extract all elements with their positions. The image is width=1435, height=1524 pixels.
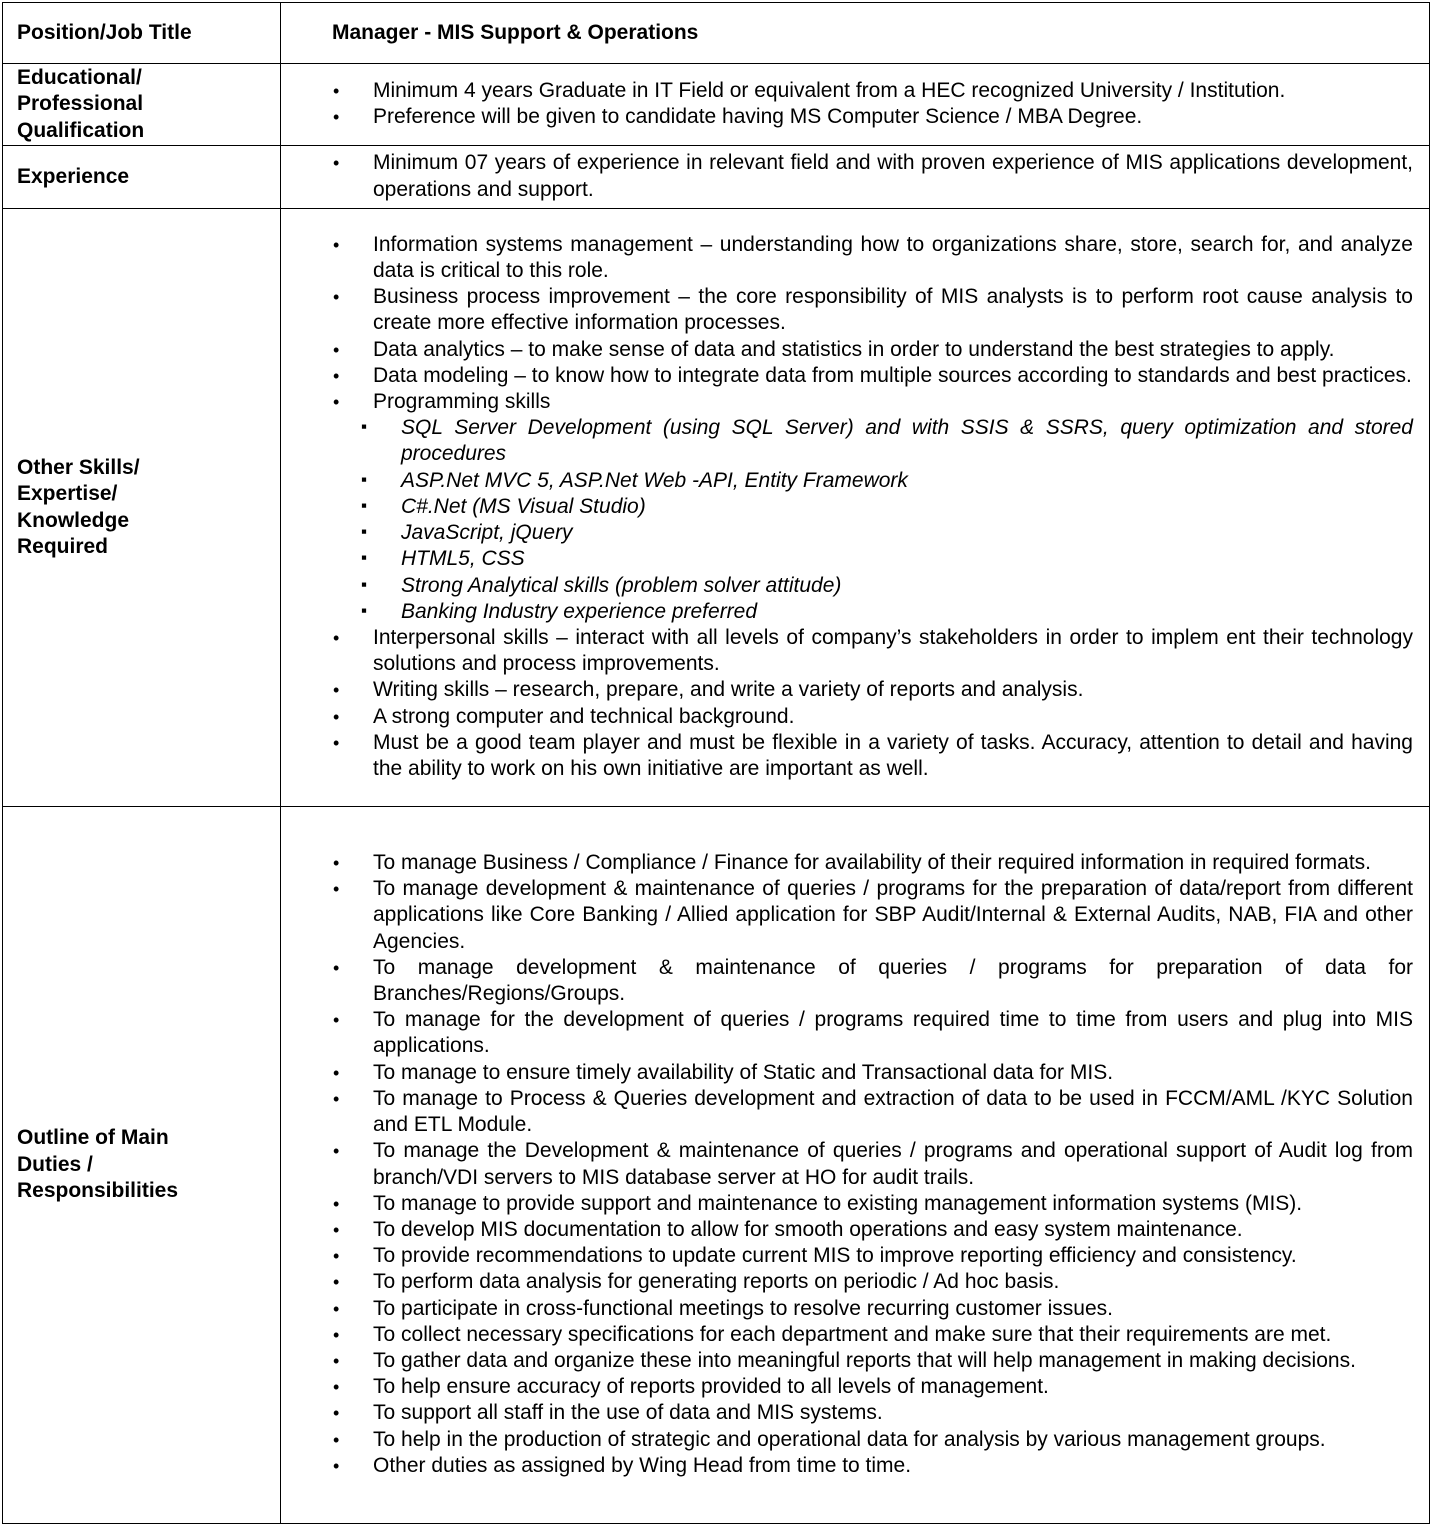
- list-item: • Minimum 4 years Graduate in IT Field or equivalent from a HEC recognized University / Institution.: [281, 78, 1413, 104]
- experience-label: Experience: [3, 146, 281, 209]
- list-item: • A strong computer and technical background.: [281, 704, 1413, 730]
- position-label: Position/Job Title: [3, 3, 281, 64]
- skills-label-line: Expertise/: [17, 482, 118, 505]
- skills-label-line: Other Skills/: [17, 455, 140, 479]
- list-item: • Must be a good team player and must be flexible in a variety of tasks. Accuracy, attention to detail and having the ability to work on his own initiative are important as well.: [281, 730, 1413, 782]
- list-item: • To manage Business / Compliance / Finance for availability of their required information in required formats.: [281, 850, 1413, 876]
- list-item: • To manage to ensure timely availability of Static and Transactional data for MIS.: [281, 1060, 1413, 1086]
- position-row: [3, 3, 1430, 64]
- education-label: [3, 64, 281, 146]
- list-item: • To develop MIS documentation to allow for smooth operations and easy system maintenance.: [281, 1217, 1413, 1243]
- sub-list-item: ▪ ASP.Net MVC 5, ASP.Net Web -API, Entity Framework: [281, 468, 1413, 494]
- list-item: • To participate in cross-functional meetings to resolve recurring customer issues.: [281, 1296, 1413, 1322]
- sub-list-item: ▪ C#.Net (MS Visual Studio): [281, 494, 1413, 520]
- skills-label: [3, 209, 281, 807]
- list-item: • To collect necessary specifications for each department and make sure that their requirements are met.: [281, 1322, 1413, 1348]
- skills-row: [3, 209, 1430, 807]
- education-content: [281, 64, 1430, 146]
- list-item: • Data modeling – to know how to integrate data from multiple sources according to standards and best practices.: [281, 363, 1413, 389]
- experience-content: [281, 146, 1430, 209]
- list-item: • Data analytics – to make sense of data and statistics in order to understand the best strategies to apply.: [281, 337, 1413, 363]
- duties-label: [3, 807, 281, 1524]
- sub-list-item: ▪ JavaScript, jQuery: [281, 520, 1413, 546]
- duties-row: [3, 807, 1430, 1524]
- list-item: • To perform data analysis for generating reports on periodic / Ad hoc basis.: [281, 1269, 1413, 1295]
- duties-label-line: Duties /: [17, 1152, 93, 1176]
- sub-list-item: ▪ Banking Industry experience preferred: [281, 599, 1413, 625]
- programming-skills-list: [373, 415, 1413, 625]
- duties-content: [281, 807, 1430, 1524]
- list-item: • Other duties as assigned by Wing Head from time to time.: [281, 1453, 1413, 1479]
- skills-label-line: Knowledge: [17, 508, 130, 532]
- duties-label-line: Outline of Main: [17, 1126, 169, 1150]
- programming-skills-label: • Programming skills: [373, 390, 551, 414]
- list-item: • To help in the production of strategic and operational data for analysis by various management groups.: [281, 1427, 1413, 1453]
- sub-list-item: ▪ Strong Analytical skills (problem solver attitude): [281, 573, 1413, 599]
- sub-list-item: ▪ SQL Server Development (using SQL Server) and with SSIS & SSRS, query optimization and stored procedures: [281, 415, 1413, 467]
- skills-label-line: Required: [17, 535, 109, 558]
- education-label-line: Professional: [17, 92, 144, 116]
- list-item: • Business process improvement – the core responsibility of MIS analysts is to perform root cause analysis to create more effective information processes.: [281, 284, 1413, 336]
- job-description-table: [2, 2, 1430, 1524]
- list-item: • To manage development & maintenance of queries / programs for the preparation of data/report from different applications like Core Banking / Allied application for SBP Audit/Internal & External Audits, NAB, FIA and other Agencies.: [281, 876, 1413, 955]
- education-label-line: Educational/: [17, 65, 142, 89]
- list-item: • Interpersonal skills – interact with all levels of company’s stakeholders in order to implem ent their technology solutions and process improvements.: [281, 625, 1413, 677]
- programming-skills-item: [281, 389, 1413, 625]
- list-item: • To manage development & maintenance of queries / programs for preparation of data for Branches/Regions/Groups.: [281, 955, 1413, 1007]
- list-item: • To manage for the development of queries / programs required time to time from users and plug into MIS applications.: [281, 1007, 1413, 1059]
- education-label-line: Qualification: [17, 118, 145, 142]
- skills-content: [281, 209, 1430, 807]
- list-item: • To support all staff in the use of data and MIS systems.: [281, 1400, 1413, 1426]
- education-row: [3, 64, 1430, 146]
- sub-list-item: ▪ HTML5, CSS: [281, 546, 1413, 572]
- list-item: • Information systems management – understanding how to organizations share, store, search for, and analyze data is critical to this role.: [281, 232, 1413, 284]
- list-item: • To help ensure accuracy of reports provided to all levels of management.: [281, 1374, 1413, 1400]
- list-item: • Writing skills – research, prepare, and write a variety of reports and analysis.: [281, 677, 1413, 703]
- experience-row: [3, 146, 1430, 209]
- position-value: Manager - MIS Support & Operations: [281, 3, 1430, 64]
- list-item: • To manage to provide support and maintenance to existing management information systems (MIS).: [281, 1191, 1413, 1217]
- list-item: • Preference will be given to candidate having MS Computer Science / MBA Degree.: [281, 104, 1413, 130]
- list-item: • To gather data and organize these into meaningful reports that will help management in making decisions.: [281, 1348, 1413, 1374]
- list-item: • To provide recommendations to update current MIS to improve reporting efficiency and consistency.: [281, 1243, 1413, 1269]
- list-item: • Minimum 07 years of experience in relevant field and with proven experience of MIS applications development, operations and support.: [281, 150, 1413, 202]
- duties-label-line: Responsibilities: [17, 1179, 179, 1203]
- list-item: • To manage to Process & Queries development and extraction of data to be used in FCCM/AML /KYC Solution and ETL Module.: [281, 1086, 1413, 1138]
- list-item: • To manage the Development & maintenance of queries / programs and operational support of Audit log from branch/VDI servers to MIS database server at HO for audit trails.: [281, 1138, 1413, 1190]
